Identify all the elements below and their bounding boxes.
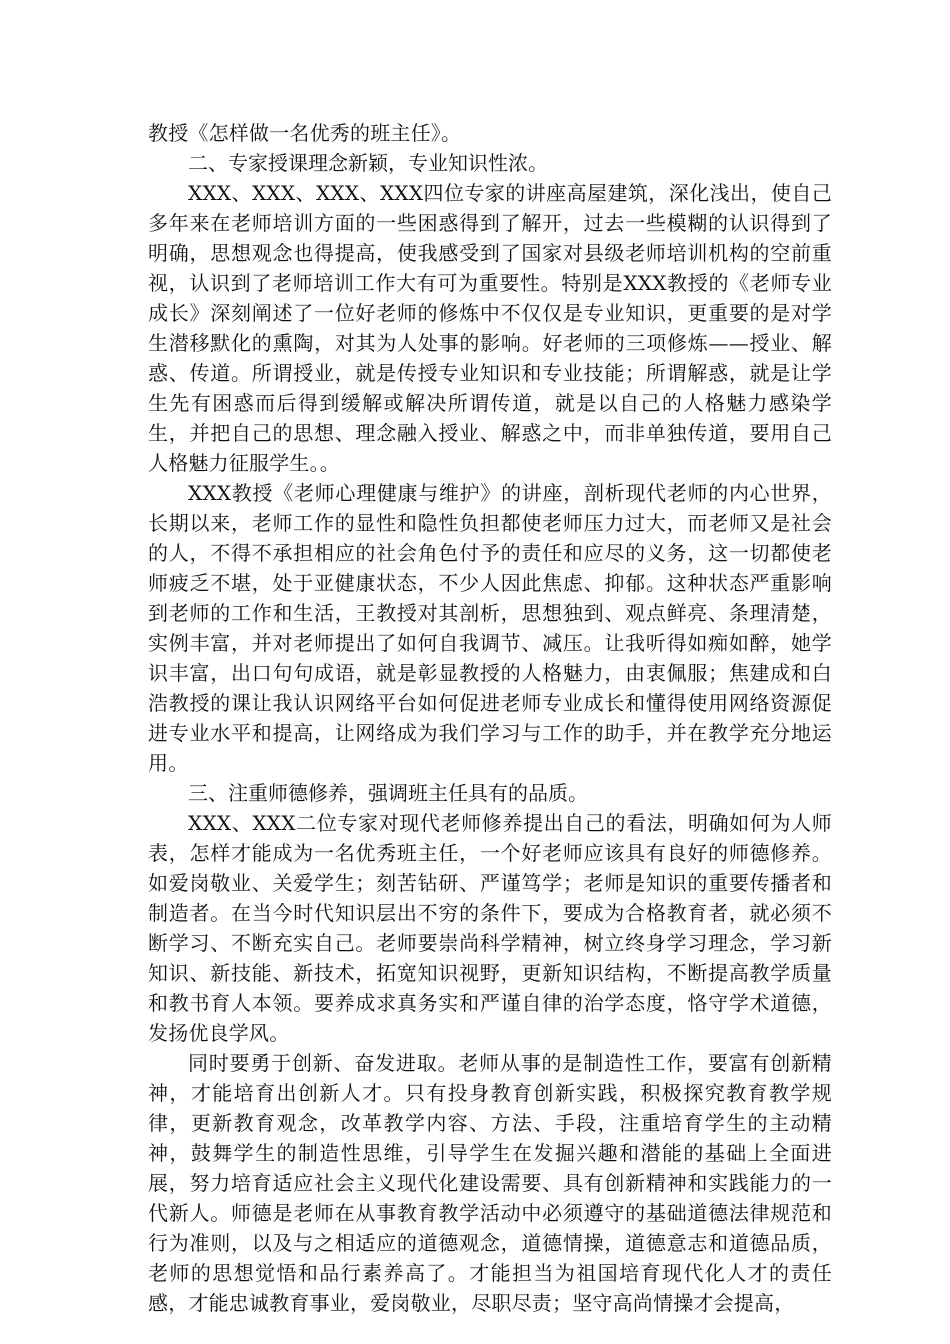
document-page bbox=[148, 118, 832, 1318]
paragraph-body: XXX、XXX二位专家对现代老师修养提出自己的看法，明确如何为人师表，怎样才能成为一名优秀班主任，一个好老师应该具有良好的师德修养。如爱岗敬业、关爱学生；刻苦钻研、严谨笃学；老师是知识的重要传播者和制造者。在当今时代知识层出不穷的条件下，要成为合格教育者，就必须不断学习、不断充实自己。老师要崇尚科学精神，树立终身学习理念，学习新知识、新技能、新技术，拓宽知识视野，更新知识结构，不断提高教学质量和教书育人本领。要养成求真务实和严谨自律的治学态度，恪守学术道德，发扬优良学风。 bbox=[148, 811, 832, 1045]
paragraph-body: XXX教授《老师心理健康与维护》的讲座，剖析现代老师的内心世界，长期以来，老师工作的显性和隐性负担都使老师压力过大，而老师又是社会的人，不得不承担相应的社会角色付予的责任和应尽的义务，这一切都使老师疲乏不堪，处于亚健康状态，不少人因此焦虑、抑郁。这种状态严重影响到老师的工作和生活，王教授对其剖析，思想独到、观点鲜亮、条理清楚，实例丰富，并对老师提出了如何自我调节、减压。让我听得如痴如醉，她学识丰富，出口句句成语，就是彰显教授的人格魅力，由衷佩服；焦建成和白浩教授的课让我认识网络平台如何促进老师专业成长和懂得使用网络资源促进专业水平和提高，让网络成为我们学习与工作的助手，并在教学充分地运用。 bbox=[148, 481, 832, 775]
paragraph-body: 同时要勇于创新、奋发进取。老师从事的是制造性工作，要富有创新精神，才能培育出创新人才。只有投身教育创新实践，积极探究教育教学规律，更新教育观念，改革教学内容、方法、手段，注重培育学生的主动精神，鼓舞学生的制造性思维，引导学生在发掘兴趣和潜能的基础上全面进展，努力培育适应社会主义现代化建设需要、具有创新精神和实践能力的一代新人。师德是老师在从事教育教学活动中必须遵守的基础道德法律规范和行为准则，以及与之相适应的道德观念，道德情操，道德意志和道德品质，老师的思想觉悟和品行素养高了。才能担当为祖国培育现代化人才的责任感，才能忠诚教育事业，爱岗敬业，尽职尽责；坚守高尚情操才会提高， bbox=[148, 1051, 832, 1315]
paragraph-body: XXX、XXX、XXX、XXX四位专家的讲座高屋建筑，深化浅出，使自己多年来在老师培训方面的一些困惑得到了解开，过去一些模糊的认识得到了明确，思想观念也得提高，使我感受到了国家对县级老师培训机构的空前重视，认识到了老师培训工作大有可为重要性。特别是XXX教授的《老师专业成长》深刻阐述了一位好老师的修炼中不仅仅是专业知识，更重要的是对学生潜移默化的熏陶，对其为人处事的影响。好老师的三项修炼——授业、解惑、传道。所谓授业，就是传授专业知识和专业技能；所谓解惑，就是让学生先有困惑而后得到缓解或解决所谓传道，就是以自己的人格魅力感染学生，并把自己的思想、理念融入授业、解惑之中，而非单独传道，要用自己人格魅力征服学生。。 bbox=[148, 181, 832, 475]
section-heading-two: 二、专家授课理念新颖，专业知识性浓。 bbox=[188, 151, 548, 175]
paragraph-continuation: 教授《怎样做一名优秀的班主任》。 bbox=[148, 121, 462, 145]
section-heading-three: 三、注重师德修养，强调班主任具有的品质。 bbox=[188, 781, 588, 805]
